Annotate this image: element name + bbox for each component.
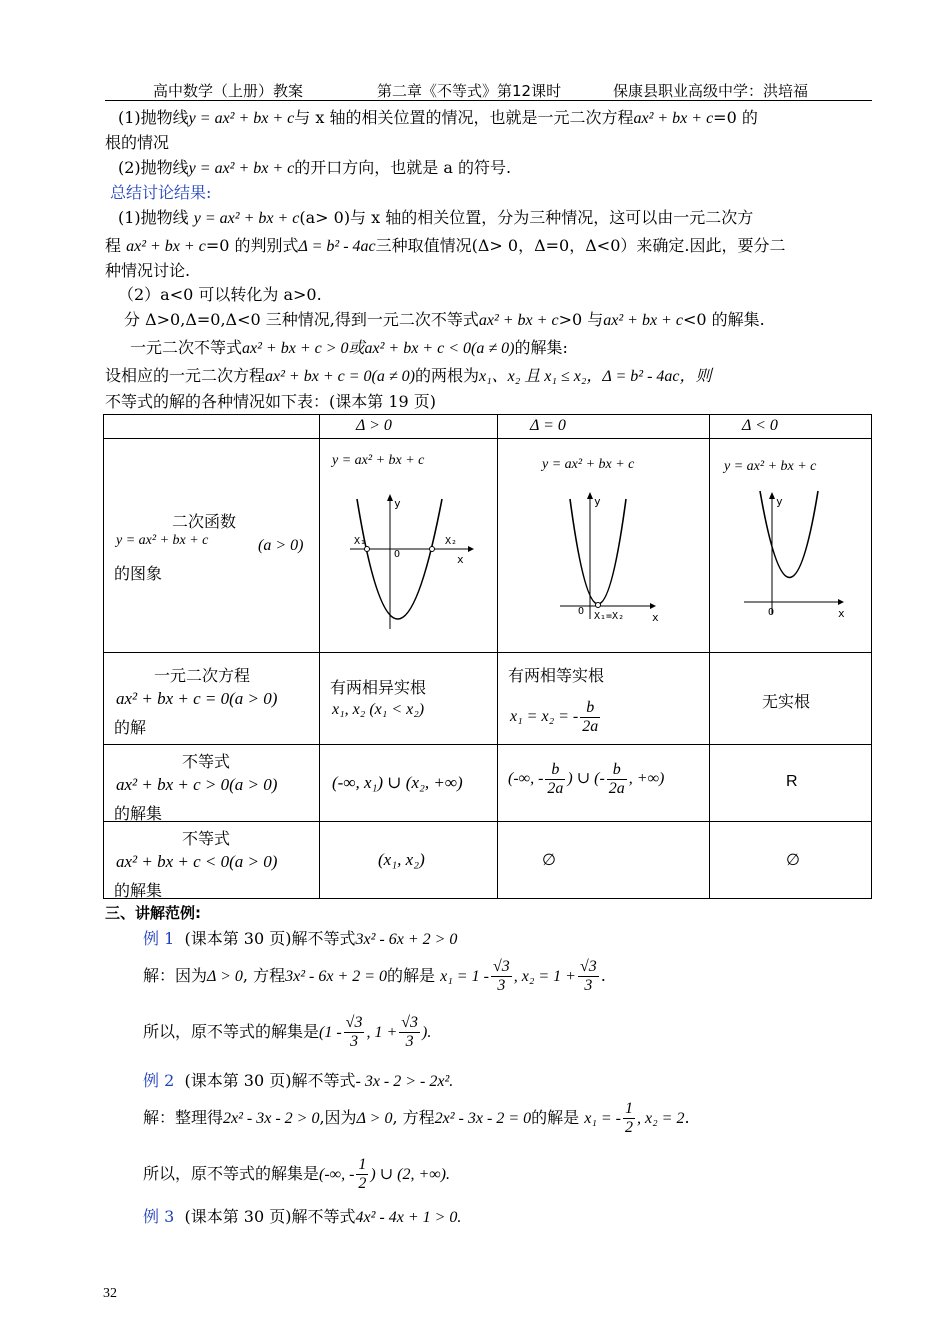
y-label: y [776,495,783,508]
text: (课本第 30 页)解不等式 [184,1207,356,1226]
solution-table [103,414,872,899]
x-axis-arrow [468,546,474,552]
numerator: 1 [358,1156,367,1173]
origin-label: O [394,549,401,560]
text: R [786,773,798,790]
text: 设相应的一元二次方程 [105,366,266,385]
formula: x₁ = - [584,1110,622,1127]
text: , 方程 [392,1108,435,1127]
lhs: x₁ = x₂ = - [510,708,579,726]
formula: 3x² - 6x + 2 > 0 [355,931,458,948]
lt-cell-pos [320,822,498,899]
formula: x₁、x₂ 且 x₁ ≤ x₂，Δ = b² - 4ac，则 [478,368,712,385]
summary-line-5 [124,309,765,332]
label: 二次函数 [172,512,237,531]
numerator: b [545,761,565,780]
text: . [600,966,606,985]
formula: ax² + bx + c [633,110,714,127]
denominator: 2 [625,1119,634,1136]
y-axis-arrow [587,492,593,499]
formula [508,761,664,798]
y-axis-arrow [387,494,393,501]
header-text: Δ < 0 [742,417,778,434]
label: 一元二次方程 [154,666,251,685]
formula: ax² + bx + c > 0或ax² + bx + c < 0(a ≠ 0) [242,340,515,357]
root-point [365,547,370,552]
summary-line-3: 种情况讨论. [105,261,191,280]
text: ,因为 [319,1108,357,1127]
text: 的开口方向，也就是 a 的符号. [294,158,512,177]
formula: , x₂ = 1 + [513,968,576,985]
text: . [684,1108,690,1127]
fraction [578,958,599,995]
summary-line-4: （2）a<0 可以转化为 a>0. [118,285,322,304]
header-center: 第二章《不等式》第12课时 [377,82,562,100]
graph-cell-zero [498,439,710,653]
example-2-result [143,1156,450,1193]
fraction [491,958,512,995]
formula: ) ∪ (2, +∞). [370,1166,450,1183]
text: (2)抛物线 [118,158,189,177]
formula: ax² + bx + c [126,238,206,255]
text: 分 Δ>0,Δ=0,Δ<0 三种情况,得到一元二次不等式 [124,310,479,329]
denominator: 3 [350,1033,359,1050]
formula: ax² + bx + c = 0(a ≠ 0) [265,368,415,385]
root-point [596,603,601,608]
header-text: Δ = 0 [530,417,566,434]
numerator: b [607,761,627,780]
formula: (x₁, x₂) [378,850,425,869]
root-point [430,547,435,552]
text: =0 的判别式 [205,236,299,255]
text: 的解是 [387,966,436,985]
fraction [580,699,600,736]
formula: y = ax² + bx + c [116,533,209,548]
example-3 [143,1206,461,1229]
label: 不等式 [182,829,231,848]
formula: ax² + bx + c = 0(a > 0) [116,689,278,708]
formula: x₁ = 1 - [440,968,489,985]
text: 的解集: [514,338,568,357]
col-header-zero [498,415,710,439]
eq-cell-neg [710,653,872,745]
text: 解：因为 [143,966,208,985]
section-title: 三、讲解范例: [105,904,201,922]
empty-set: ∅ [542,850,556,869]
text: (1)抛物线 [118,208,189,227]
denominator: 2a [608,780,625,797]
formula: - 3x - 2 > - 2x². [355,1073,454,1090]
empty-set: ∅ [786,850,800,869]
example-2-solution [143,1100,690,1137]
text: 有两相异实根 [330,678,427,697]
col-header-pos [320,415,498,439]
table-row [104,822,872,899]
formula: Δ = b² - 4ac [298,238,376,255]
formula: 3x² - 6x + 2 = 0 [285,968,388,985]
text: 所以，原不等式的解集是 [143,1164,320,1183]
x2-label: X₂ [445,536,458,547]
text: 有两相等实根 [508,666,605,685]
text: (a> 0)与 x 轴的相关位置，分为三种情况，这可以由一元二次方 [299,208,754,227]
row-label-greater [104,745,320,822]
numerator: √3 [492,958,510,975]
parabola [760,491,818,578]
denominator: 3 [497,977,506,994]
gt-cell-neg [710,745,872,822]
lt-cell-zero [498,822,710,899]
label: 的解集 [114,804,163,823]
summary-line-7 [105,365,712,388]
eq-cell-pos [320,653,498,745]
header-left: 高中数学（上册）教案 [153,82,304,100]
formula: y = ax² + bx + c [188,110,295,127]
text: 的解是 [531,1108,580,1127]
intro-line-1b: 根的情况 [105,133,170,152]
formula: ax² + bx + c [603,312,683,329]
summary-line-8: 不等式的解的各种情况如下表：(课本第 19 页) [105,392,437,411]
gt-cell-zero [498,745,710,822]
formula: , 1 + [366,1024,398,1041]
col-header-neg [710,415,872,439]
example-label: 例 2 [143,1071,175,1090]
fraction [545,761,565,798]
denominator: 2 [358,1175,367,1192]
numerator: √3 [401,1014,419,1031]
denominator: 3 [584,977,593,994]
text: 与 x 轴的相关位置的情况，也就是一元二次方程 [294,108,634,127]
x-label: x [838,607,845,620]
y-label: y [394,497,401,510]
table-corner [104,415,320,439]
formula: 2x² - 3x - 2 > 0 [223,1110,320,1127]
header-right: 保康县职业高级中学：洪培福 [613,82,809,100]
formula: (a > 0) [258,537,304,554]
x12-label: X₁=X₂ [594,611,625,622]
text: 程 [105,236,122,255]
lt-cell-neg [710,822,872,899]
text: 一元二次不等式 [130,338,243,357]
text: (1)抛物线 [118,108,189,127]
fraction [607,761,627,798]
example-1 [143,928,457,951]
formula: ax² + bx + c > 0(a > 0) [116,775,278,794]
formula: , x₂ = 2 [637,1110,685,1127]
text: 三种取值情况(Δ> 0，Δ=0，Δ<0）来确定.因此，要分二 [375,236,786,255]
numerator: b [580,699,600,718]
example-label: 例 3 [143,1207,175,1226]
intro-line-1 [118,107,758,130]
table-row [104,439,872,653]
formula: Δ > 0 [356,1110,393,1127]
header-text: Δ > 0 [356,417,392,434]
label: 的解集 [114,881,163,900]
x-label: x [652,611,659,624]
text: , 方程 [242,966,286,985]
part: (-∞, - [508,770,544,788]
text: 的两根为 [414,366,479,385]
denominator: 3 [405,1033,414,1050]
formula: Δ > 0 [207,968,243,985]
origin-label: O [578,606,585,617]
formula: x₁, x₂ (x₁ < x₂) [332,701,425,718]
intro-line-2 [118,157,511,180]
formula: (-∞, - [319,1166,355,1183]
numerator: 1 [625,1100,634,1117]
text: =0 的 [713,108,758,127]
parabola [570,499,626,604]
table-row [104,653,872,745]
summary-title: 总结讨论结果: [110,183,212,202]
formula [510,699,602,736]
x-axis-arrow [838,599,844,605]
graph-cell-pos [320,439,498,653]
row-label-graph [104,439,320,653]
text: >0 与 [558,310,604,329]
numerator: √3 [579,958,597,975]
example-label: 例 1 [143,929,175,948]
formula: ax² + bx + c [478,312,559,329]
parabola-two-roots [320,439,497,653]
page-header [105,78,872,101]
parabola-one-root [498,439,709,653]
summary-line-6 [130,337,568,360]
label: 的图象 [114,564,163,583]
example-1-result [143,1014,431,1051]
text: 无实根 [762,692,811,711]
table-row [104,745,872,822]
label: 不等式 [182,752,231,771]
text: 解：整理得 [143,1108,224,1127]
row-label-less [104,822,320,899]
formula: 4x² - 4x + 1 > 0. [355,1209,462,1226]
formula: (1 - [319,1024,342,1041]
denominator: 2a [582,718,599,735]
denominator: 2a [547,780,564,797]
text: (课本第 30 页)解不等式 [184,929,356,948]
row-label-equation [104,653,320,745]
summary-line-2 [105,235,785,258]
x1-label: X₁ [354,536,367,547]
y-axis-arrow [769,492,775,499]
part: ) ∪ (- [567,770,605,788]
formula: 2x² - 3x - 2 = 0 [434,1110,532,1127]
formula: y = ax² + bx + c [188,160,295,177]
numerator: √3 [345,1014,363,1031]
formula: ). [422,1024,432,1041]
parabola-no-root [710,439,871,653]
part: , +∞) [628,770,665,788]
summary-line-1 [118,207,753,230]
fraction [623,1100,635,1137]
y-label: y [594,495,601,508]
example-2 [143,1070,453,1093]
fraction [399,1014,420,1051]
text: <0 的解集. [682,310,765,329]
eq-cell-zero [498,653,710,745]
x-label: x [457,553,464,566]
fraction [344,1014,365,1051]
origin-label: O [768,607,775,618]
label: 的解 [114,718,147,737]
text: 所以，原不等式的解集是 [143,1022,320,1041]
formula: (-∞, x₁) ∪ (x₂, +∞) [332,773,463,792]
formula: y = ax² + bx + c [193,210,300,227]
text: (课本第 30 页)解不等式 [184,1071,356,1090]
fraction [356,1156,368,1193]
page-number: 32 [103,1286,117,1301]
gt-cell-pos [320,745,498,822]
formula: ax² + bx + c < 0(a > 0) [116,852,278,871]
graph-title: y = ax² + bx + c [542,457,635,472]
graph-title: y = ax² + bx + c [724,459,817,474]
x-axis-arrow [650,603,656,609]
graph-cell-neg [710,439,872,653]
example-1-solution [143,958,606,995]
graph-title: y = ax² + bx + c [332,453,425,468]
